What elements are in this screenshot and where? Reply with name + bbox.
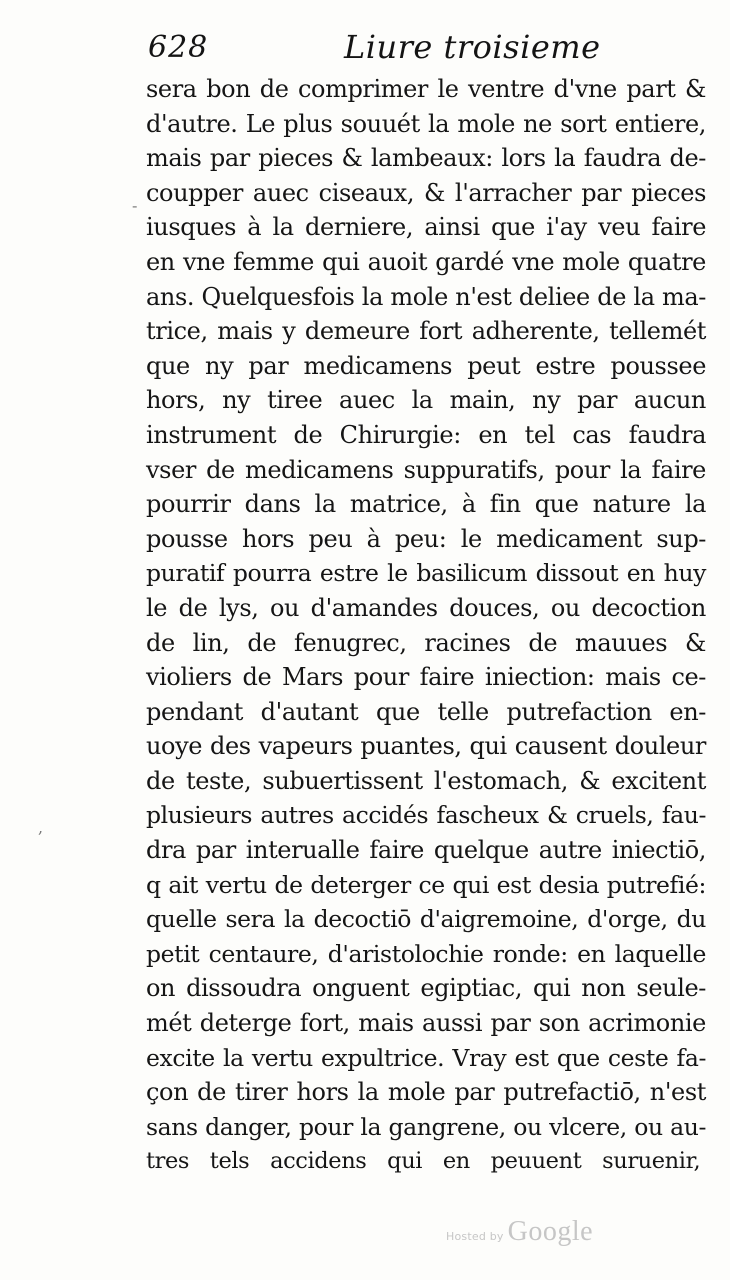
- text-line: d'autre. Le plus souuét la mole ne sort entiere,: [146, 109, 706, 138]
- text-line: on dissoudra onguent egiptiac, qui non seule-: [146, 974, 706, 1003]
- text-line: que ny par medicamens peut estre poussee: [146, 351, 706, 380]
- text-line: instrument de Chirurgie: en tel cas faudra: [146, 420, 706, 449]
- text-line: ans. Quelquesfois la mole n'est deliee de la ma-: [146, 282, 706, 311]
- text-line: trice, mais y demeure fort adherente, tellemét: [146, 317, 706, 346]
- text-line: tres tels accidens qui en peuuent suruenir,: [146, 1148, 701, 1175]
- text-line: sera bon de comprimer le ventre d'vne part &: [146, 75, 706, 103]
- google-watermark: [446, 1216, 593, 1256]
- text-line: uoye des vapeurs puantes, qui causent douleur: [146, 732, 706, 761]
- text-line: iusques à la derniere, ainsi que i'ay veu faire: [146, 213, 706, 242]
- text-line: plusieurs autres accidés fascheux & cruels, fau-: [146, 801, 706, 830]
- margin-tick: ,: [38, 818, 44, 837]
- text-line: vser de medicamens suppuratifs, pour la faire: [146, 455, 706, 484]
- google-logo: Google: [507, 1216, 594, 1247]
- text-line: sans danger, pour la gangrene, ou vlcere, ou au-: [146, 1112, 706, 1141]
- body-text: [146, 72, 706, 1179]
- margin-tick: -: [132, 196, 138, 215]
- hosted-by-label: Hosted by: [446, 1230, 504, 1243]
- page-header: [148, 26, 708, 70]
- text-line: en vne femme qui auoit gardé vne mole quatre: [146, 247, 706, 276]
- text-line: petit centaure, d'aristolochie ronde: en laquelle: [146, 939, 706, 968]
- text-line: violiers de Mars pour faire iniection: mais ce-: [146, 663, 706, 692]
- text-line: mais par pieces & lambeaux: lors la faudra de-: [146, 144, 706, 173]
- text-line: hors, ny tiree auec la main, ny par aucun: [146, 386, 706, 415]
- text-line: çon de tirer hors la mole par putrefactiō, n'est: [146, 1078, 706, 1107]
- text-line: puratif pourra estre le basilicum dissout en huy: [146, 559, 706, 588]
- running-title: Liure troisieme: [344, 28, 601, 66]
- text-line: pourrir dans la matrice, à fin que nature la: [146, 490, 706, 519]
- text-line: q ait vertu de deterger ce qui est desia putrefié:: [146, 870, 706, 899]
- text-line: dra par interualle faire quelque autre iniectiō,: [146, 836, 706, 865]
- text-line: mét deterge fort, mais aussi par son acrimonie: [146, 1009, 706, 1038]
- text-line: pousse hors peu à peu: le medicament sup-: [146, 524, 706, 553]
- text-line: excite la vertu expultrice. Vray est que ceste fa-: [146, 1043, 706, 1072]
- text-line: pendant d'autant que telle putrefaction en-: [146, 697, 706, 726]
- text-line: de teste, subuertissent l'estomach, & excitent: [146, 766, 706, 795]
- text-line: de lin, de fenugrec, racines de mauues &: [146, 628, 706, 657]
- text-line: coupper auec ciseaux, & l'arracher par pieces: [146, 178, 706, 207]
- text-line: quelle sera la decoctiō d'aigremoine, d'orge, du: [146, 905, 706, 934]
- page-number: 628: [148, 30, 209, 65]
- text-line: le de lys, ou d'amandes douces, ou decoction: [146, 593, 706, 622]
